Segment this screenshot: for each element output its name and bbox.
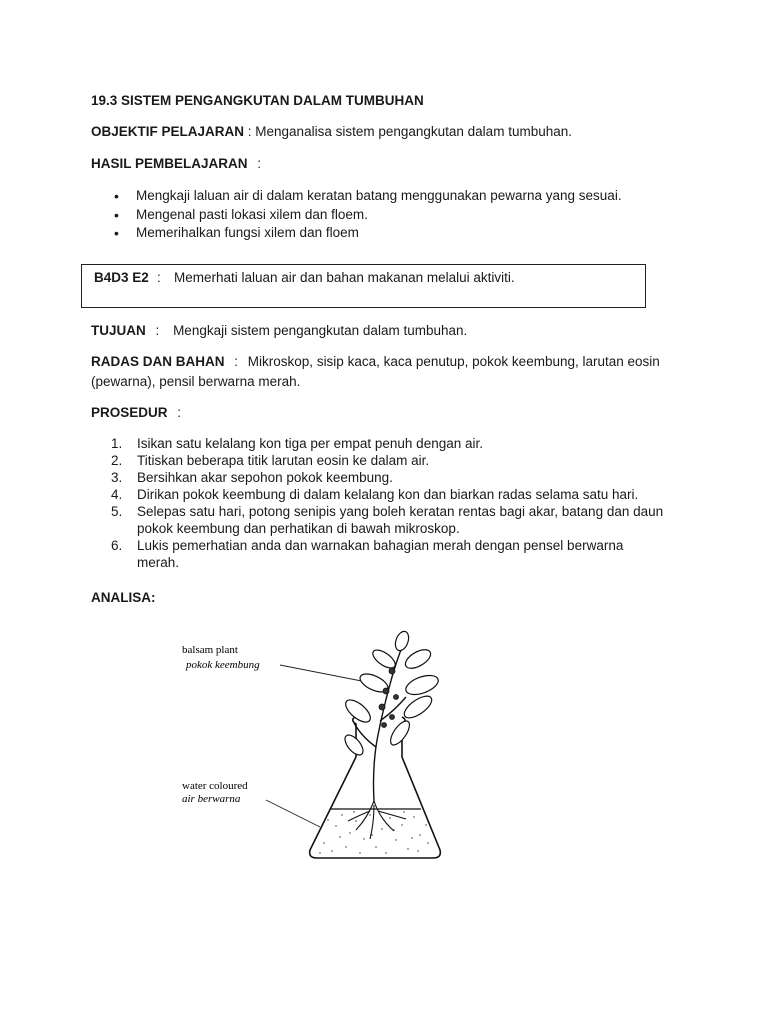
radas-line [91,354,660,369]
tujuan-line [91,323,467,338]
objektif-label: OBJEKTIF PELAJARAN [91,124,245,139]
prosedur-line [91,405,181,420]
tujuan-sep: : [155,323,160,338]
step-number: 6. [111,538,123,553]
list-item [110,187,622,206]
step-text: Dirikan pokok keembung di dalam kelalang kon dan biarkan radas selama satu hari. [137,487,639,502]
radas-label: RADAS DAN BAHAN [91,354,225,369]
list-item [111,469,701,486]
standard-code: B4D3 E2 [94,270,149,285]
step-number: 5. [111,504,123,519]
step-number: 2. [111,453,123,468]
step-number: 3. [111,470,123,485]
hasil-line [91,156,261,171]
prosedur-sep: : [177,405,182,420]
hasil-sep: : [257,156,262,171]
step-text: Selepas satu hari, potong senipis yang boleh keratan rentas bagi akar, batang dan daun [137,504,664,519]
list-item-text: Memerihalkan fungsi xilem dan floem [136,225,359,240]
radas-text-cont: (pewarna), pensil berwarna merah. [91,374,301,389]
step-text: pokok keembung dan perhatikan di bawah mikroskop. [137,521,460,536]
step-text: Isikan satu kelalang kon tiga per empat penuh dengan air. [137,436,483,451]
step-number: 4. [111,487,123,502]
step-number: 1. [111,436,123,451]
prosedur-label: PROSEDUR [91,405,168,420]
step-text: Titiskan beberapa titik larutan eosin ke dalam air. [137,453,430,468]
list-item [111,503,701,537]
hasil-label: HASIL PEMBELAJARAN [91,156,248,171]
step-text: merah. [137,555,180,570]
radas-sep: : [234,354,239,369]
plant-leaves [342,630,441,758]
list-item [110,224,622,243]
label-plant-ms: pokok keembung [186,659,260,671]
standard-box [81,264,646,308]
leader-line-water [266,800,320,827]
analisa-heading: ANALISA: [91,590,156,605]
list-item [111,435,701,452]
objektif-line [91,124,572,139]
list-item-text: Mengenal pasti lokasi xilem dan floem. [136,206,368,222]
list-item-text: Mengkaji laluan air di dalam keratan batang menggunakan pewarna yang sesuai. [136,188,622,203]
list-item [111,486,701,503]
list-item [110,206,622,225]
step-text: Bersihkan akar sepohon pokok keembung. [137,470,393,485]
hasil-list [110,187,622,243]
standard-text: Memerhati laluan air dan bahan makanan melalui aktiviti. [174,270,515,285]
tujuan-label: TUJUAN [91,323,146,338]
section-heading: 19.3 SISTEM PENGANGKUTAN DALAM TUMBUHAN [91,93,424,108]
step-text: Lukis pemerhatian anda dan warnakan bahagian merah dengan pensel berwarna [137,538,624,553]
label-plant-en: balsam plant [182,644,238,656]
plant-flask-illustration [170,625,520,875]
tujuan-text: Mengkaji sistem pengangkutan dalam tumbuhan. [173,323,468,338]
list-item [111,537,701,571]
prosedur-steps [111,435,701,571]
list-item [111,452,701,469]
label-water-en: water coloured [182,780,248,792]
label-water-ms: air berwarna [182,793,241,805]
standard-sep: : [157,270,161,285]
conical-flask [310,717,441,858]
balsam-plant-figure [170,625,520,875]
objektif-text: : Menganalisa sistem pengangkutan dalam tumbuhan. [247,124,572,139]
radas-text: Mikroskop, sisip kaca, kaca penutup, pokok keembung, larutan eosin [247,354,660,369]
